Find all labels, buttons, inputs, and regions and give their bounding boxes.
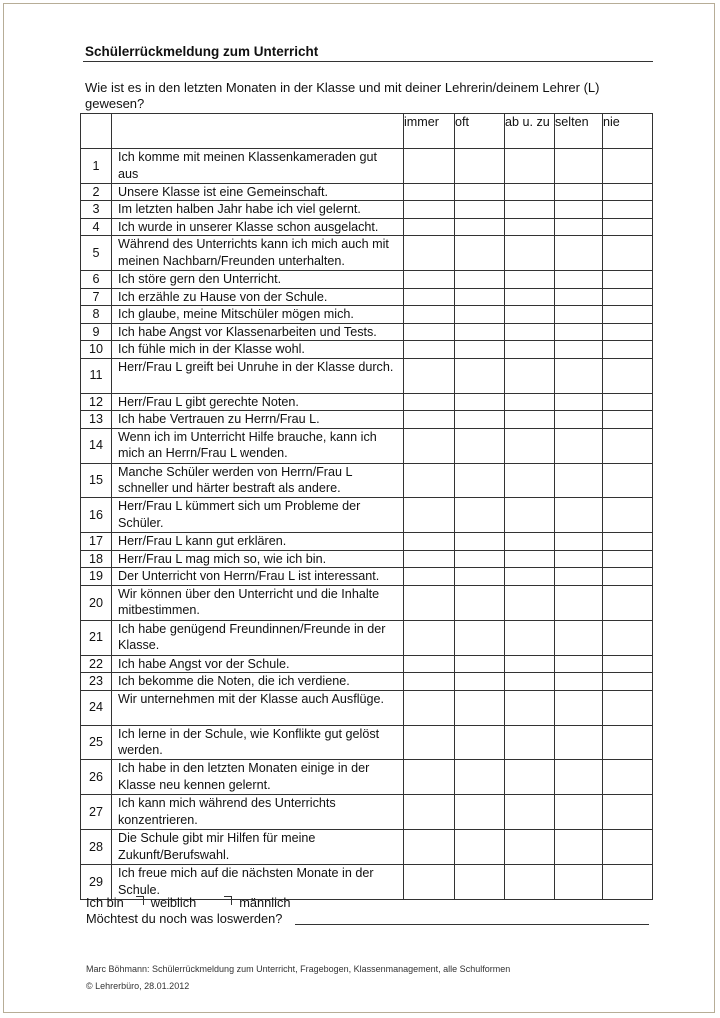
answer-cell-selten[interactable] bbox=[555, 865, 603, 900]
answer-cell-oft[interactable] bbox=[455, 830, 505, 865]
item-number: 18 bbox=[81, 550, 112, 568]
item-number: 10 bbox=[81, 341, 112, 359]
answer-cell-immer[interactable] bbox=[404, 690, 455, 725]
answer-cell-nie[interactable] bbox=[603, 201, 653, 219]
option-header-selten: selten bbox=[555, 114, 603, 149]
answer-cell-nie[interactable] bbox=[603, 428, 653, 463]
answer-cell-oft[interactable] bbox=[455, 306, 505, 324]
table-row bbox=[81, 498, 653, 533]
answer-cell-nie[interactable] bbox=[603, 236, 653, 271]
answer-cell-ab-u-zu[interactable] bbox=[505, 690, 555, 725]
answer-cell-oft[interactable] bbox=[455, 533, 505, 551]
item-statement: Wir können über den Unterricht und die Inhalte mitbestimmen. bbox=[112, 585, 404, 620]
item-statement: Die Schule gibt mir Hilfen für meine Zukunft/Berufswahl. bbox=[112, 830, 404, 865]
option-header-oft: oft bbox=[455, 114, 505, 149]
table-row bbox=[81, 306, 653, 324]
table-row bbox=[81, 341, 653, 359]
answer-cell-immer[interactable] bbox=[404, 306, 455, 324]
answer-cell-ab-u-zu[interactable] bbox=[505, 183, 555, 201]
answer-cell-oft[interactable] bbox=[455, 149, 505, 184]
answer-cell-ab-u-zu[interactable] bbox=[505, 865, 555, 900]
answer-cell-immer[interactable] bbox=[404, 865, 455, 900]
answer-cell-oft[interactable] bbox=[455, 183, 505, 201]
answer-cell-immer[interactable] bbox=[404, 393, 455, 411]
survey-question: Wie ist es in den letzten Monaten in der Klasse und mit deiner Lehrerin/deinem Lehrer (L) gewesen? bbox=[85, 80, 600, 111]
item-number: 20 bbox=[81, 585, 112, 620]
answer-cell-selten[interactable] bbox=[555, 201, 603, 219]
answer-cell-oft[interactable] bbox=[455, 795, 505, 830]
answer-cell-ab-u-zu[interactable] bbox=[505, 428, 555, 463]
answer-cell-oft[interactable] bbox=[455, 411, 505, 429]
item-number: 27 bbox=[81, 795, 112, 830]
answer-cell-selten[interactable] bbox=[555, 568, 603, 586]
answer-cell-oft[interactable] bbox=[455, 673, 505, 691]
answer-cell-ab-u-zu[interactable] bbox=[505, 149, 555, 184]
option-header-immer: immer bbox=[404, 114, 455, 149]
answer-cell-nie[interactable] bbox=[603, 760, 653, 795]
answer-cell-selten[interactable] bbox=[555, 358, 603, 393]
answer-cell-selten[interactable] bbox=[555, 236, 603, 271]
item-number: 2 bbox=[81, 183, 112, 201]
item-number: 9 bbox=[81, 323, 112, 341]
answer-cell-oft[interactable] bbox=[455, 865, 505, 900]
answer-cell-nie[interactable] bbox=[603, 149, 653, 184]
item-statement: Herr/Frau L greift bei Unruhe in der Klasse durch. bbox=[112, 358, 404, 393]
answer-cell-immer[interactable] bbox=[404, 341, 455, 359]
answer-cell-selten[interactable] bbox=[555, 341, 603, 359]
answer-cell-selten[interactable] bbox=[555, 218, 603, 236]
answer-cell-oft[interactable] bbox=[455, 323, 505, 341]
answer-cell-nie[interactable] bbox=[603, 795, 653, 830]
comment-answer-line[interactable] bbox=[295, 924, 649, 925]
answer-cell-ab-u-zu[interactable] bbox=[505, 323, 555, 341]
answer-cell-selten[interactable] bbox=[555, 183, 603, 201]
item-number: 3 bbox=[81, 201, 112, 219]
table-row bbox=[81, 655, 653, 673]
answer-cell-ab-u-zu[interactable] bbox=[505, 236, 555, 271]
item-statement: Unsere Klasse ist eine Gemeinschaft. bbox=[112, 183, 404, 201]
table-row bbox=[81, 620, 653, 655]
item-statement: Ich bekomme die Noten, die ich verdiene. bbox=[112, 673, 404, 691]
answer-cell-selten[interactable] bbox=[555, 411, 603, 429]
table-row bbox=[81, 725, 653, 760]
answer-cell-nie[interactable] bbox=[603, 585, 653, 620]
answer-cell-nie[interactable] bbox=[603, 288, 653, 306]
table-row bbox=[81, 323, 653, 341]
item-number: 13 bbox=[81, 411, 112, 429]
item-statement: Im letzten halben Jahr habe ich viel gelernt. bbox=[112, 201, 404, 219]
item-number: 29 bbox=[81, 865, 112, 900]
answer-cell-immer[interactable] bbox=[404, 463, 455, 498]
answer-cell-ab-u-zu[interactable] bbox=[505, 830, 555, 865]
answer-cell-ab-u-zu[interactable] bbox=[505, 585, 555, 620]
item-number: 17 bbox=[81, 533, 112, 551]
answer-cell-ab-u-zu[interactable] bbox=[505, 393, 555, 411]
answer-cell-oft[interactable] bbox=[455, 271, 505, 289]
item-statement: Ich fühle mich in der Klasse wohl. bbox=[112, 341, 404, 359]
item-number: 19 bbox=[81, 568, 112, 586]
answer-cell-selten[interactable] bbox=[555, 830, 603, 865]
table-row bbox=[81, 585, 653, 620]
header-num-cell bbox=[81, 114, 112, 149]
answer-cell-ab-u-zu[interactable] bbox=[505, 568, 555, 586]
answer-cell-oft[interactable] bbox=[455, 550, 505, 568]
answer-cell-selten[interactable] bbox=[555, 655, 603, 673]
table-row bbox=[81, 149, 653, 184]
answer-cell-selten[interactable] bbox=[555, 428, 603, 463]
answer-cell-immer[interactable] bbox=[404, 620, 455, 655]
answer-cell-oft[interactable] bbox=[455, 568, 505, 586]
item-statement: Manche Schüler werden von Herrn/Frau L schneller und härter bestraft als andere. bbox=[112, 463, 404, 498]
answer-cell-immer[interactable] bbox=[404, 550, 455, 568]
table-row bbox=[81, 428, 653, 463]
male-label: männlich bbox=[239, 894, 291, 910]
gender-line bbox=[86, 895, 290, 909]
table-row bbox=[81, 288, 653, 306]
answer-cell-immer[interactable] bbox=[404, 218, 455, 236]
answer-cell-oft[interactable] bbox=[455, 341, 505, 359]
item-statement: Herr/Frau L kann gut erklären. bbox=[112, 533, 404, 551]
answer-cell-nie[interactable] bbox=[603, 620, 653, 655]
item-statement: Ich glaube, meine Mitschüler mögen mich. bbox=[112, 306, 404, 324]
item-number: 8 bbox=[81, 306, 112, 324]
answer-cell-immer[interactable] bbox=[404, 673, 455, 691]
answer-cell-immer[interactable] bbox=[404, 655, 455, 673]
answer-cell-immer[interactable] bbox=[404, 201, 455, 219]
answer-cell-nie[interactable] bbox=[603, 323, 653, 341]
answer-cell-immer[interactable] bbox=[404, 288, 455, 306]
item-statement: Ich habe Angst vor der Schule. bbox=[112, 655, 404, 673]
table-row bbox=[81, 358, 653, 393]
answer-cell-immer[interactable] bbox=[404, 411, 455, 429]
answer-cell-ab-u-zu[interactable] bbox=[505, 498, 555, 533]
answer-cell-selten[interactable] bbox=[555, 585, 603, 620]
female-checkbox[interactable] bbox=[136, 896, 144, 905]
item-number: 7 bbox=[81, 288, 112, 306]
answer-cell-oft[interactable] bbox=[455, 358, 505, 393]
table-row bbox=[81, 201, 653, 219]
item-number: 22 bbox=[81, 655, 112, 673]
answer-cell-oft[interactable] bbox=[455, 655, 505, 673]
answer-cell-oft[interactable] bbox=[455, 760, 505, 795]
item-statement: Ich erzähle zu Hause von der Schule. bbox=[112, 288, 404, 306]
answer-cell-oft[interactable] bbox=[455, 585, 505, 620]
answer-cell-selten[interactable] bbox=[555, 550, 603, 568]
answer-cell-oft[interactable] bbox=[455, 428, 505, 463]
table-row bbox=[81, 218, 653, 236]
answer-cell-selten[interactable] bbox=[555, 620, 603, 655]
title-rule bbox=[83, 61, 653, 62]
item-number: 4 bbox=[81, 218, 112, 236]
answer-cell-selten[interactable] bbox=[555, 271, 603, 289]
item-number: 15 bbox=[81, 463, 112, 498]
item-statement: Wenn ich im Unterricht Hilfe brauche, kann ich mich an Herrn/Frau L wenden. bbox=[112, 428, 404, 463]
answer-cell-immer[interactable] bbox=[404, 533, 455, 551]
item-statement: Herr/Frau L gibt gerechte Noten. bbox=[112, 393, 404, 411]
comment-prompt: Möchtest du noch was loswerden? bbox=[86, 911, 283, 926]
answer-cell-selten[interactable] bbox=[555, 306, 603, 324]
answer-cell-selten[interactable] bbox=[555, 760, 603, 795]
answer-cell-nie[interactable] bbox=[603, 411, 653, 429]
answer-cell-selten[interactable] bbox=[555, 533, 603, 551]
answer-cell-nie[interactable] bbox=[603, 358, 653, 393]
answer-cell-nie[interactable] bbox=[603, 673, 653, 691]
answer-cell-immer[interactable] bbox=[404, 498, 455, 533]
answer-cell-ab-u-zu[interactable] bbox=[505, 550, 555, 568]
answer-cell-immer[interactable] bbox=[404, 830, 455, 865]
item-number: 12 bbox=[81, 393, 112, 411]
table-row bbox=[81, 393, 653, 411]
table-row bbox=[81, 236, 653, 271]
answer-cell-immer[interactable] bbox=[404, 725, 455, 760]
item-number: 21 bbox=[81, 620, 112, 655]
answer-cell-nie[interactable] bbox=[603, 393, 653, 411]
item-statement: Ich kann mich während des Unterrichts konzentrieren. bbox=[112, 795, 404, 830]
answer-cell-selten[interactable] bbox=[555, 673, 603, 691]
answer-cell-immer[interactable] bbox=[404, 428, 455, 463]
table-row bbox=[81, 463, 653, 498]
item-statement: Ich freue mich auf die nächsten Monate in der Schule. bbox=[112, 865, 404, 900]
answer-cell-ab-u-zu[interactable] bbox=[505, 673, 555, 691]
answer-cell-nie[interactable] bbox=[603, 865, 653, 900]
item-statement: Herr/Frau L kümmert sich um Probleme der Schüler. bbox=[112, 498, 404, 533]
answer-cell-ab-u-zu[interactable] bbox=[505, 760, 555, 795]
answer-cell-ab-u-zu[interactable] bbox=[505, 271, 555, 289]
table-row bbox=[81, 411, 653, 429]
answer-cell-oft[interactable] bbox=[455, 288, 505, 306]
item-statement: Ich wurde in unserer Klasse schon ausgelacht. bbox=[112, 218, 404, 236]
table-row bbox=[81, 760, 653, 795]
item-number: 28 bbox=[81, 830, 112, 865]
answer-cell-nie[interactable] bbox=[603, 498, 653, 533]
answer-cell-ab-u-zu[interactable] bbox=[505, 201, 555, 219]
answer-cell-ab-u-zu[interactable] bbox=[505, 288, 555, 306]
answer-cell-selten[interactable] bbox=[555, 498, 603, 533]
item-statement: Ich habe Vertrauen zu Herrn/Frau L. bbox=[112, 411, 404, 429]
answer-cell-selten[interactable] bbox=[555, 288, 603, 306]
answer-cell-ab-u-zu[interactable] bbox=[505, 655, 555, 673]
table-row bbox=[81, 568, 653, 586]
answer-cell-nie[interactable] bbox=[603, 655, 653, 673]
table-row bbox=[81, 795, 653, 830]
table-row bbox=[81, 673, 653, 691]
footer-copyright: © Lehrerbüro, 28.01.2012 bbox=[86, 981, 190, 991]
table-row bbox=[81, 533, 653, 551]
answer-cell-nie[interactable] bbox=[603, 183, 653, 201]
item-number: 14 bbox=[81, 428, 112, 463]
answer-cell-ab-u-zu[interactable] bbox=[505, 411, 555, 429]
answer-cell-nie[interactable] bbox=[603, 690, 653, 725]
answer-cell-nie[interactable] bbox=[603, 550, 653, 568]
answer-cell-immer[interactable] bbox=[404, 585, 455, 620]
item-statement: Ich störe gern den Unterricht. bbox=[112, 271, 404, 289]
item-number: 24 bbox=[81, 690, 112, 725]
item-statement: Ich komme mit meinen Klassenkameraden gut aus bbox=[112, 149, 404, 184]
item-statement: Ich habe Angst vor Klassenarbeiten und Tests. bbox=[112, 323, 404, 341]
answer-cell-oft[interactable] bbox=[455, 236, 505, 271]
table-header-row bbox=[81, 114, 653, 149]
answer-cell-immer[interactable] bbox=[404, 795, 455, 830]
item-statement: Wir unternehmen mit der Klasse auch Ausflüge. bbox=[112, 690, 404, 725]
answer-cell-immer[interactable] bbox=[404, 323, 455, 341]
answer-cell-selten[interactable] bbox=[555, 323, 603, 341]
item-statement: Ich habe in den letzten Monaten einige in der Klasse neu kennen gelernt. bbox=[112, 760, 404, 795]
answer-cell-oft[interactable] bbox=[455, 690, 505, 725]
answer-cell-immer[interactable] bbox=[404, 358, 455, 393]
item-number: 11 bbox=[81, 358, 112, 393]
item-number: 6 bbox=[81, 271, 112, 289]
page-title: Schülerrückmeldung zum Unterricht bbox=[85, 44, 319, 59]
answer-cell-selten[interactable] bbox=[555, 725, 603, 760]
header-statement-cell bbox=[112, 114, 404, 149]
survey-table bbox=[80, 113, 653, 900]
gender-label: Ich bin bbox=[86, 894, 124, 910]
answer-cell-ab-u-zu[interactable] bbox=[505, 725, 555, 760]
answer-cell-selten[interactable] bbox=[555, 149, 603, 184]
answer-cell-immer[interactable] bbox=[404, 183, 455, 201]
item-statement: Der Unterricht von Herrn/Frau L ist interessant. bbox=[112, 568, 404, 586]
answer-cell-immer[interactable] bbox=[404, 568, 455, 586]
table-row bbox=[81, 550, 653, 568]
answer-cell-oft[interactable] bbox=[455, 463, 505, 498]
answer-cell-selten[interactable] bbox=[555, 795, 603, 830]
answer-cell-nie[interactable] bbox=[603, 463, 653, 498]
answer-cell-nie[interactable] bbox=[603, 271, 653, 289]
answer-cell-oft[interactable] bbox=[455, 218, 505, 236]
item-statement: Ich lerne in der Schule, wie Konflikte gut gelöst werden. bbox=[112, 725, 404, 760]
answer-cell-ab-u-zu[interactable] bbox=[505, 341, 555, 359]
option-header-ab-u-zu: ab u. zu bbox=[505, 114, 555, 149]
female-label: weiblich bbox=[150, 894, 197, 910]
answer-cell-nie[interactable] bbox=[603, 830, 653, 865]
footer-credit: Marc Böhmann: Schülerrückmeldung zum Unterricht, Fragebogen, Klassenmanagement, alle Schulformen bbox=[86, 964, 511, 974]
item-number: 25 bbox=[81, 725, 112, 760]
answer-cell-ab-u-zu[interactable] bbox=[505, 306, 555, 324]
answer-cell-selten[interactable] bbox=[555, 690, 603, 725]
table-row bbox=[81, 271, 653, 289]
answer-cell-nie[interactable] bbox=[603, 341, 653, 359]
item-number: 23 bbox=[81, 673, 112, 691]
answer-cell-oft[interactable] bbox=[455, 393, 505, 411]
male-checkbox[interactable] bbox=[224, 896, 232, 905]
item-statement: Herr/Frau L mag mich so, wie ich bin. bbox=[112, 550, 404, 568]
answer-cell-nie[interactable] bbox=[603, 568, 653, 586]
answer-cell-ab-u-zu[interactable] bbox=[505, 463, 555, 498]
answer-cell-ab-u-zu[interactable] bbox=[505, 358, 555, 393]
answer-cell-nie[interactable] bbox=[603, 306, 653, 324]
answer-cell-selten[interactable] bbox=[555, 463, 603, 498]
answer-cell-immer[interactable] bbox=[404, 149, 455, 184]
answer-cell-selten[interactable] bbox=[555, 393, 603, 411]
answer-cell-nie[interactable] bbox=[603, 218, 653, 236]
item-statement: Während des Unterrichts kann ich mich auch mit meinen Nachbarn/Freunden unterhalten. bbox=[112, 236, 404, 271]
answer-cell-immer[interactable] bbox=[404, 236, 455, 271]
item-number: 26 bbox=[81, 760, 112, 795]
item-number: 1 bbox=[81, 149, 112, 184]
answer-cell-oft[interactable] bbox=[455, 498, 505, 533]
table-row bbox=[81, 690, 653, 725]
table-row bbox=[81, 830, 653, 865]
answer-cell-immer[interactable] bbox=[404, 760, 455, 795]
answer-cell-ab-u-zu[interactable] bbox=[505, 620, 555, 655]
item-number: 16 bbox=[81, 498, 112, 533]
answer-cell-oft[interactable] bbox=[455, 725, 505, 760]
answer-cell-nie[interactable] bbox=[603, 533, 653, 551]
item-statement: Ich habe genügend Freundinnen/Freunde in der Klasse. bbox=[112, 620, 404, 655]
answer-cell-ab-u-zu[interactable] bbox=[505, 795, 555, 830]
item-number: 5 bbox=[81, 236, 112, 271]
table-row bbox=[81, 183, 653, 201]
answer-cell-oft[interactable] bbox=[455, 620, 505, 655]
option-header-nie: nie bbox=[603, 114, 653, 149]
answer-cell-ab-u-zu[interactable] bbox=[505, 218, 555, 236]
answer-cell-immer[interactable] bbox=[404, 271, 455, 289]
answer-cell-oft[interactable] bbox=[455, 201, 505, 219]
answer-cell-nie[interactable] bbox=[603, 725, 653, 760]
answer-cell-ab-u-zu[interactable] bbox=[505, 533, 555, 551]
